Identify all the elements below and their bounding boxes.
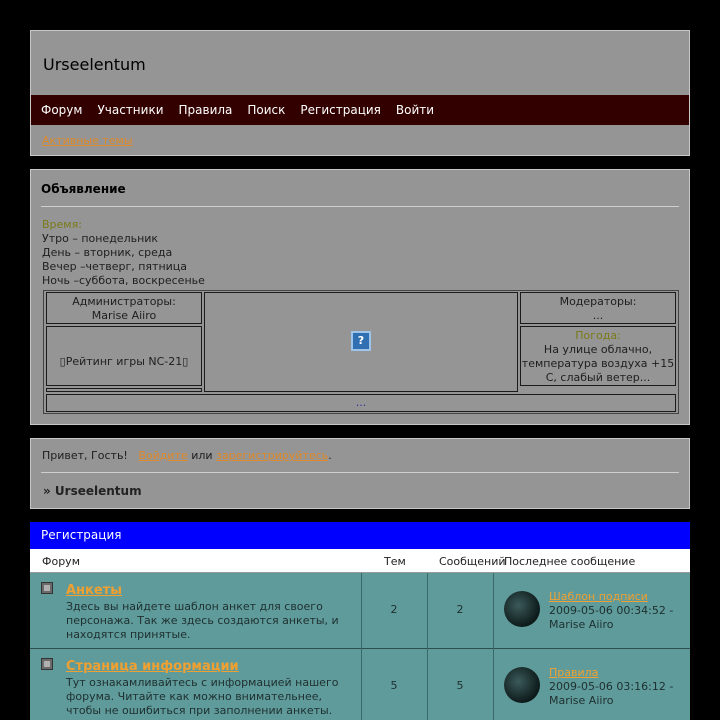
forum-status-icon [41, 658, 53, 670]
time-line: День – вторник, среда [42, 246, 173, 259]
nav-forum[interactable]: Форум [41, 103, 83, 117]
forum-description: Тут ознакамливайтесь с информацией нашего форума. Читайте как можно внимательнее, чтобы не ошибиться при заполнении анкеты. [66, 676, 339, 717]
last-post [549, 666, 673, 708]
col-posts: Сообщений [439, 555, 506, 568]
rating-cell [46, 326, 202, 386]
weather-text: На улице облачно, температура воздуха +15 С, слабый ветер... [521, 343, 675, 384]
register-link[interactable]: зарегистрируйтесь [216, 449, 329, 462]
admins-cell [46, 292, 202, 324]
forum-name-link[interactable]: Анкеты [66, 583, 122, 598]
spacer-cell [46, 388, 202, 392]
active-topics-link[interactable]: Активные темы [42, 134, 133, 147]
guest-panel [30, 438, 690, 509]
mods-label: Модераторы: [559, 295, 637, 308]
weather-label: Погода: [575, 329, 621, 342]
forum-table [30, 522, 690, 720]
greeting-text: Привет, Гость! [42, 449, 128, 462]
site-title[interactable]: Urseelentum [43, 55, 146, 74]
forum-name-link[interactable]: Страница информации [66, 659, 239, 674]
category-header[interactable]: Регистрация [30, 522, 690, 549]
question-image-icon: ? [351, 331, 371, 351]
col-last-post: Последнее сообщение [504, 555, 636, 568]
forum-row [30, 573, 690, 649]
info-table [43, 290, 679, 414]
last-post-date: 2009-05-06 00:34:52 - [549, 604, 674, 617]
center-image-cell [204, 292, 518, 392]
last-post-link[interactable]: Правила [549, 666, 599, 679]
time-line: Ночь –суббота, воскресенье [42, 274, 205, 287]
last-post [549, 590, 673, 632]
forum-status-icon [41, 582, 53, 594]
post-count: 5 [456, 679, 464, 692]
bottom-cell: ... [46, 394, 676, 412]
mods-cell [520, 292, 676, 324]
forum-row [30, 649, 690, 720]
announcement-title: Объявление [41, 182, 126, 196]
admins-label: Администраторы: [72, 295, 176, 308]
admins-value[interactable]: Marise Aiiro [91, 309, 157, 322]
avatar[interactable] [504, 667, 540, 703]
guest-greeting [42, 449, 332, 462]
post-count: 2 [456, 603, 464, 616]
divider [493, 649, 494, 720]
breadcrumb[interactable]: » Urseelentum [43, 484, 142, 498]
last-post-author: Marise Aiiro [549, 618, 614, 631]
period: . [328, 449, 332, 462]
last-post-link[interactable]: Шаблон подписи [549, 590, 648, 603]
login-link[interactable]: Войдите [138, 449, 188, 462]
nav-rules[interactable]: Правила [178, 103, 233, 117]
weather-cell [520, 326, 676, 386]
divider [493, 573, 494, 649]
forum-description: Здесь вы найдете шаблон анкет для своего персонажа. Так же здесь создаются анкеты, и находятся принятые. [66, 600, 339, 641]
nav-search[interactable]: Поиск [247, 103, 286, 117]
rating-text: ▯Рейтинг игры NC-21▯ [59, 355, 189, 368]
divider [41, 206, 679, 207]
table-header [30, 549, 690, 573]
mods-value: ... [592, 309, 604, 322]
last-post-author: Marise Aiiro [549, 694, 614, 707]
time-line: Вечер –четверг, пятница [42, 260, 188, 273]
topic-count: 2 [390, 603, 398, 616]
time-line: Утро – понедельник [42, 232, 159, 245]
announcement-panel [30, 169, 690, 425]
nav-register[interactable]: Регистрация [300, 103, 381, 117]
last-post-date: 2009-05-06 03:16:12 - [549, 680, 674, 693]
nav-members[interactable]: Участники [97, 103, 164, 117]
col-forum: Форум [42, 555, 80, 568]
topic-count: 5 [390, 679, 398, 692]
nav-login[interactable]: Войти [395, 103, 435, 117]
col-topics: Тем [384, 555, 406, 568]
site-header [30, 30, 690, 156]
avatar[interactable] [504, 591, 540, 627]
main-nav [31, 95, 689, 125]
divider [41, 472, 679, 473]
time-schedule [42, 218, 205, 288]
time-label: Время: [42, 218, 82, 231]
or-text: или [191, 449, 213, 462]
